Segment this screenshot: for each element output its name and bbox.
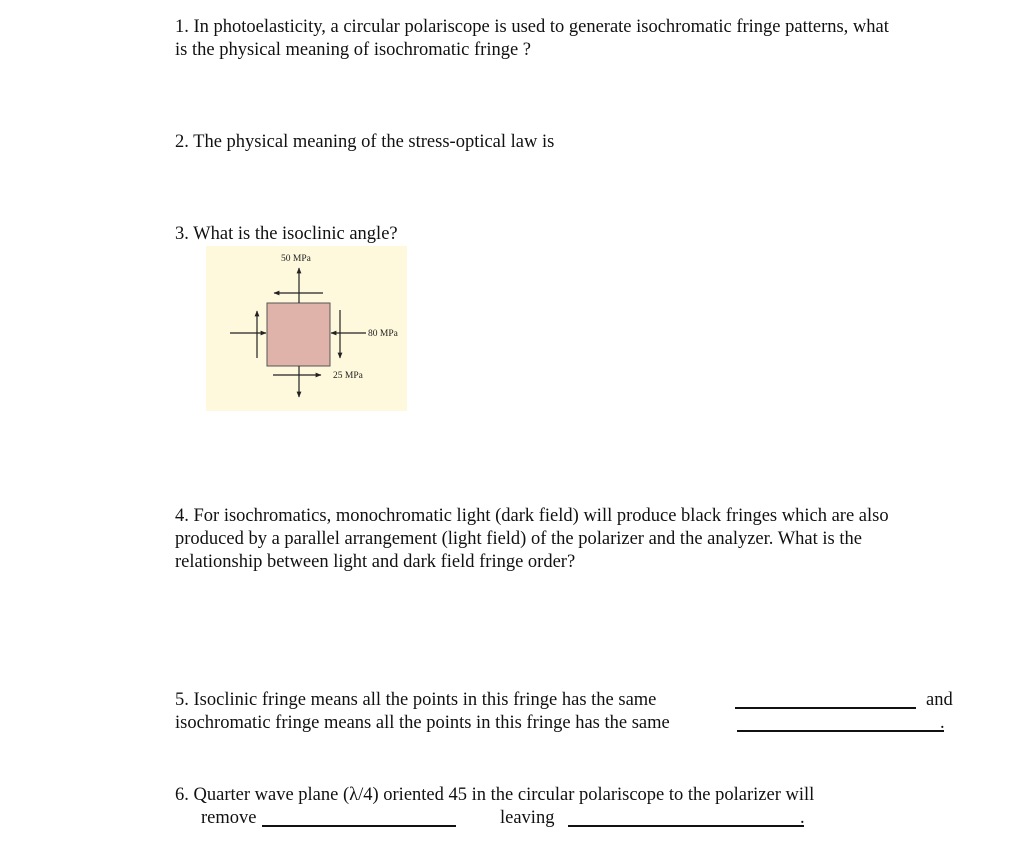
q5-blank-1[interactable]: [735, 707, 916, 709]
stress-element-diagram: [206, 246, 407, 411]
q4-line1: 4. For isochromatics, monochromatic light (dark field) will produce black fringes which are also: [175, 506, 889, 526]
q5-blank-2[interactable]: [737, 730, 944, 732]
q2-line1: 2. The physical meaning of the stress-optical law is: [175, 132, 555, 152]
q6-leaving: leaving: [500, 808, 555, 828]
q5-and: and: [926, 690, 953, 710]
q6-remove: remove: [201, 808, 257, 828]
stress-element-figure: [206, 246, 407, 411]
q1-line2: is the physical meaning of isochromatic fringe ?: [175, 40, 532, 60]
q5-line1: 5. Isoclinic fringe means all the points in this fringe has the same: [175, 690, 657, 710]
q6-line1: 6. Quarter wave plane (λ/4) oriented 45 in the circular polariscope to the polarizer will: [175, 785, 815, 805]
q4-line2: produced by a parallel arrangement (light field) of the polarizer and the analyzer. What is the: [175, 529, 862, 549]
q6-period: .: [800, 808, 805, 828]
q5-line2: isochromatic fringe means all the points in this fringe has the same: [175, 713, 670, 733]
q6-blank-leaving[interactable]: [568, 825, 804, 827]
label-50-mpa: 50 MPa: [281, 254, 311, 264]
label-80-mpa: 80 MPa: [368, 329, 398, 339]
q6-blank-remove[interactable]: [262, 825, 456, 827]
label-25-mpa: 25 MPa: [333, 371, 363, 381]
q1-line1: 1. In photoelasticity, a circular polariscope is used to generate isochromatic fringe patterns, what: [175, 17, 889, 37]
q5-period: .: [940, 713, 945, 733]
q3-line1: 3. What is the isoclinic angle?: [175, 224, 398, 244]
stress-element-square: [267, 303, 330, 366]
q4-line3: relationship between light and dark field fringe order?: [175, 552, 576, 572]
